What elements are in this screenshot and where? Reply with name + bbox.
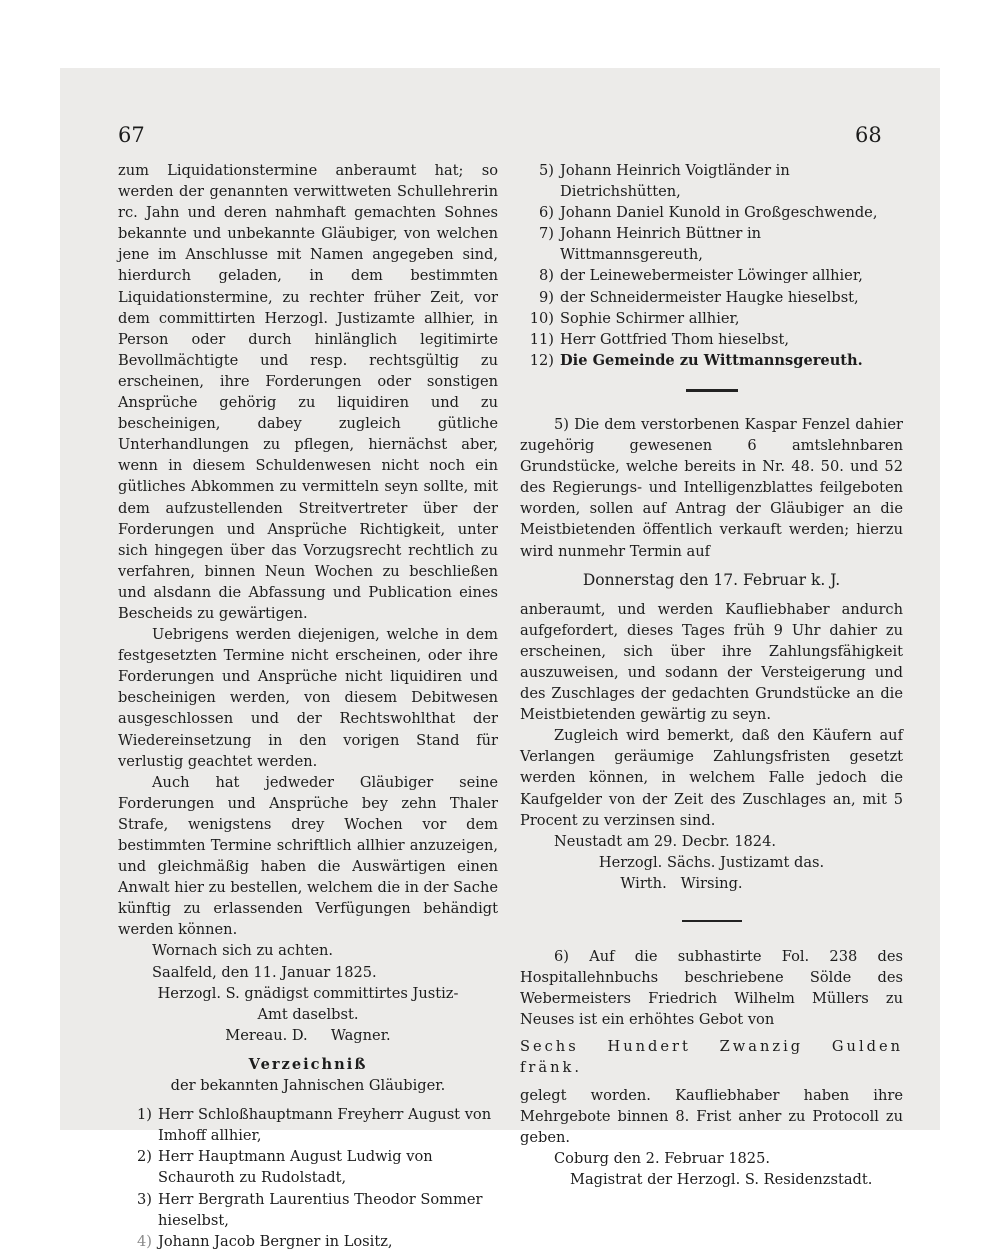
- list-item: [520, 350, 903, 371]
- list-item: [118, 1189, 498, 1231]
- list-item-number: 8): [539, 267, 554, 285]
- right-column: [520, 160, 903, 1190]
- legal-notice-paragraph: Auch hat jedweder Gläubiger seine Forderungen und Ansprüche bey zehn Thaler Strafe, wenigstens drey Wochen vor dem bestimmten Termine schriftlich allhier anzuzeigen, und gleichmäßig haben die Auswärtigen einen Anwalt hier zu bestellen, welchem die in der Sache künftig zu erlassenden Verfügungen behändigt werden können.: [118, 773, 498, 939]
- issuing-authority: Herzogl. S. gnädigst committirtes Justiz-: [157, 984, 459, 1002]
- list-item-text: Sophie Schirmer allhier,: [560, 309, 740, 327]
- list-item: [520, 223, 903, 265]
- list-item-number: 10): [529, 309, 554, 327]
- issuing-authority: Magistrat der Herzogl. S. Residenzstadt.: [570, 1170, 873, 1188]
- signatures: Wirth. Wirsing.: [620, 874, 743, 892]
- list-subtitle: der bekannten Jahnischen Gläubiger.: [170, 1077, 446, 1095]
- auction-notice-paragraph: gelegt worden. Kaufliebhaber haben ihre Mehrgebote binnen 8. Frist anher zu Protocoll zu geben.: [520, 1086, 903, 1146]
- list-item: [520, 329, 903, 350]
- auction-notice-paragraph: 5) Die dem verstorbenen Kaspar Fenzel dahier zugehörig gewesenen 6 amtslehnbaren Grundstücke, welche bereits in Nr. 48. 50. und 52 des Regierungs- und Intelligenzblattes feilgeboten worden, sollen auf Antrag der Gläubiger an die Meistbietenden öffentlich verkauft werden; hierzu wird nunmehr Termin auf: [520, 415, 903, 560]
- list-item-number: 9): [539, 288, 554, 306]
- list-item-number: 3): [137, 1190, 152, 1208]
- list-item-text: Johann Jacob Bergner in Lositz,: [158, 1232, 393, 1250]
- issuing-authority: Amt daselbst.: [257, 1005, 359, 1023]
- list-title: Verzeichniß: [248, 1055, 368, 1073]
- page-number-right: 68: [855, 123, 882, 147]
- auction-notice-paragraph: 6) Auf die subhastirte Fol. 238 des Hospitallehnbuchs beschriebene Sölde des Webermeisters Friedrich Wilhelm Müllers zu Neuses ist ein erhöhtes Gebot von: [520, 948, 903, 1029]
- list-item-text: Johann Heinrich Büttner in Wittmannsgereuth,: [560, 225, 762, 264]
- list-item-text: der Leinewebermeister Löwinger allhier,: [560, 267, 863, 285]
- date-place: Neustadt am 29. Decbr. 1824.: [554, 832, 777, 850]
- list-item-number: 4): [137, 1232, 152, 1250]
- list-item: [118, 1104, 498, 1146]
- auction-notice-paragraph: anberaumt, und werden Kaufliebhaber andurch aufgefordert, dieses Tages früh 9 Uhr dahier zu erscheinen, sich über ihre Zahlungsfähigkeit auszuweisen, und sodann der Versteigerung und des Zuschlages der gedachten Grundstücke an die Meistbietenden gewärtig zu seyn.: [520, 600, 903, 724]
- bid-amount: Sechs Hundert Zwanzig Gulden fränk.: [520, 1038, 903, 1077]
- legal-notice-paragraph: zum Liquidationstermine anberaumt hat; so werden der genannten verwittweten Schullehrerin rc. Jahn und deren nahmhaft gemachten Sohnes bekannte und unbekannte Gläubiger, von welchen jene im Anschlusse mit Namen angegeben sind, hierdurch geladen, in dem bestimmten Liquidationstermine, zu rechter früher Zeit, vor dem committirten Herzogl. Justizamte allhier, in Person oder durch hinlänglich legitimirte Bevollmächtigte und resp. rechtsgültig zu erscheinen, ihre Forderungen oder sonstigen Ansprüche gehörig zu liquidiren und zu bescheinigen, dabey zugleich gütliche Unterhandlungen zu pflegen, hiernächst aber, wenn in diesem Schuldenwesen nicht noch ein gütliches Abkommen zu vermitteln seyn sollte, mit dem aufzustellenden Streitvertreter über der Forderungen und Ansprüche Richtigkeit, unter sich hingegen über das Vorzugsrecht rechtlich zu verfahren, binnen Neun Wochen zu beschließen und alsdann die Abfassung und Publication eines Bescheids zu gewärtigen.: [118, 162, 498, 622]
- issuing-authority: Herzogl. Sächs. Justizamt das.: [598, 853, 825, 871]
- list-item-text: Herr Schloßhauptmann Freyherr August von Imhoff allhier,: [158, 1106, 492, 1145]
- list-item-number: 2): [137, 1148, 152, 1166]
- list-item: [520, 287, 903, 308]
- list-item-number: 1): [137, 1106, 152, 1124]
- signatures: Mereau. D. Wagner.: [225, 1026, 391, 1044]
- list-item-text: Die Gemeinde zu Wittmannsgereuth.: [560, 351, 863, 369]
- left-column: [118, 160, 498, 1252]
- list-item: [520, 160, 903, 202]
- list-item-number: 12): [529, 351, 554, 369]
- list-item-text: der Schneidermeister Haugke hieselbst,: [560, 288, 859, 306]
- list-item: [520, 202, 903, 223]
- list-item: [118, 1231, 498, 1252]
- closing-remark: Wornach sich zu achten.: [152, 942, 333, 960]
- list-item-text: Johann Heinrich Voigtländer in Dietrichshütten,: [560, 162, 790, 201]
- list-item-number: 6): [539, 204, 554, 222]
- date-place: Saalfeld, den 11. Januar 1825.: [152, 963, 377, 981]
- list-item: [118, 1146, 498, 1188]
- list-item-text: Johann Daniel Kunold in Großgeschwende,: [560, 204, 878, 222]
- list-item-text: Herr Hauptmann August Ludwig von Schauroth zu Rudolstadt,: [158, 1148, 433, 1187]
- list-item-number: 7): [539, 225, 554, 243]
- list-item-number: 5): [539, 162, 554, 179]
- page-number-left: 67: [118, 123, 145, 147]
- section-divider: [682, 920, 742, 922]
- auction-notice-paragraph: Zugleich wird bemerkt, daß den Käufern auf Verlangen geräumige Zahlungsfristen gesetzt werden können, in welchem Falle jedoch die Kaufgelder von der Zeit des Zuschlages an, mit 5 Procent zu verzinsen sind.: [520, 727, 903, 829]
- date-place: Coburg den 2. Februar 1825.: [554, 1149, 771, 1167]
- list-item: [520, 265, 903, 286]
- section-divider: [686, 389, 738, 392]
- legal-notice-paragraph: Uebrigens werden diejenigen, welche in dem festgesetzten Termine nicht erscheinen, oder ihre Forderungen und Ansprüche nicht liquidiren und bescheinigen werden, von diesem Debitwesen ausgeschlossen und der Rechtswohlthat der Wiedereinsetzung in den vorigen Stand für verlustig geachtet werden.: [118, 626, 498, 770]
- list-item: [520, 308, 903, 329]
- list-item-text: Herr Bergrath Laurentius Theodor Sommer hieselbst,: [158, 1190, 483, 1229]
- auction-date: Donnerstag den 17. Februar k. J.: [582, 570, 841, 589]
- list-item-number: 11): [529, 330, 554, 348]
- list-item-text: Herr Gottfried Thom hieselbst,: [560, 330, 790, 348]
